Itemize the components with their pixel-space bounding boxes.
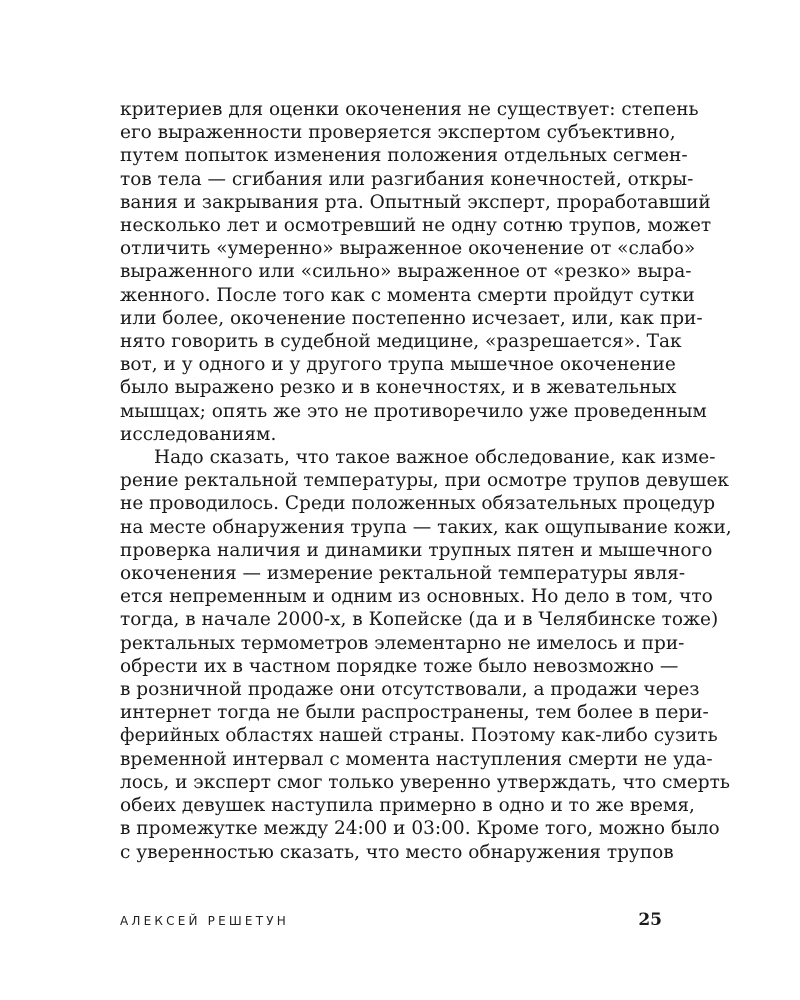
text-line: проверка наличия и динамики трупных пятен и мышечного <box>120 539 713 561</box>
text-line: в розничной продаже они отсутствовали, а продажи через <box>120 679 700 701</box>
text-line: женного. После того как с момента смерти пройдут сутки <box>120 284 695 306</box>
text-line: обрести их в частном порядке тоже было невозможно — <box>120 655 679 677</box>
text-line: лось, и эксперт смог только уверенно утверждать, что смерть <box>120 771 730 793</box>
text-line: тов тела — сгибания или разгибания конечностей, откры- <box>120 168 694 190</box>
text-line: обеих девушек наступила примерно в одно и то же время, <box>120 795 695 817</box>
text-line: путем попыток изменения положения отдельных сегмен- <box>120 145 688 167</box>
text-line: нято говорить в судебной медицине, «разрешается». Так <box>120 331 682 353</box>
text-line: на месте обнаружения трупа — таких, как ощупывание кожи, <box>120 516 732 538</box>
text-line: вания и закрывания рта. Опытный эксперт, проработавший <box>120 191 711 213</box>
text-line: рение ректальной температуры, при осмотре трупов девушек <box>120 470 729 492</box>
page-number: 25 <box>638 910 662 930</box>
text-line: окоченения — измерение ректальной температуры явля- <box>120 563 686 585</box>
text-line: отличить «умеренно» выраженное окоченение от «слабо» <box>120 238 696 260</box>
text-line: исследованиям. <box>120 423 277 445</box>
text-line: тогда, в начале 2000-х, в Копейске (да и в Челябинске тоже) <box>120 609 719 631</box>
text-line: критериев для оценки окоченения не существует: степень <box>120 99 699 120</box>
text-line: вот, и у одного и у другого трупа мышечное окоченение <box>120 354 676 376</box>
text-line: было выражено резко и в конечностях, и в жевательных <box>120 377 677 399</box>
page-footer <box>120 910 662 934</box>
paragraph-start-line: Надо сказать, что такое важное обследование, как изме- <box>154 447 716 469</box>
text-line: выраженного или «сильно» выраженное от «резко» выра- <box>120 261 692 283</box>
text-line: с уверенностью сказать, что место обнаружения трупов <box>120 841 674 863</box>
text-line: его выраженности проверяется экспертом субъективно, <box>120 122 676 144</box>
text-line: мышцах; опять же это не противоречило уже проведенным <box>120 400 707 422</box>
text-line: несколько лет и осмотревший не одну сотню трупов, может <box>120 215 712 237</box>
text-line: ется непременным и одним из основных. Но дело в том, что <box>120 586 713 608</box>
body-text <box>120 98 732 864</box>
text-line: ферийных областях нашей страны. Поэтому как-либо сузить <box>120 725 718 747</box>
text-line: не проводилось. Среди положенных обязательных процедур <box>120 493 716 515</box>
text-line: ректальных термометров элементарно не имелось и при- <box>120 632 685 654</box>
text-line: интернет тогда не были распространены, тем более в пери- <box>120 702 709 724</box>
text-line: или более, окоченение постепенно исчезает, или, как при- <box>120 307 703 329</box>
text-line: в промежутке между 24:00 и 03:00. Кроме того, можно было <box>120 818 720 840</box>
running-footer-author: АЛЕКСЕЙ РЕШЕТУН <box>120 914 289 928</box>
text-line: временной интервал с момента наступления смерти не уда- <box>120 748 713 770</box>
